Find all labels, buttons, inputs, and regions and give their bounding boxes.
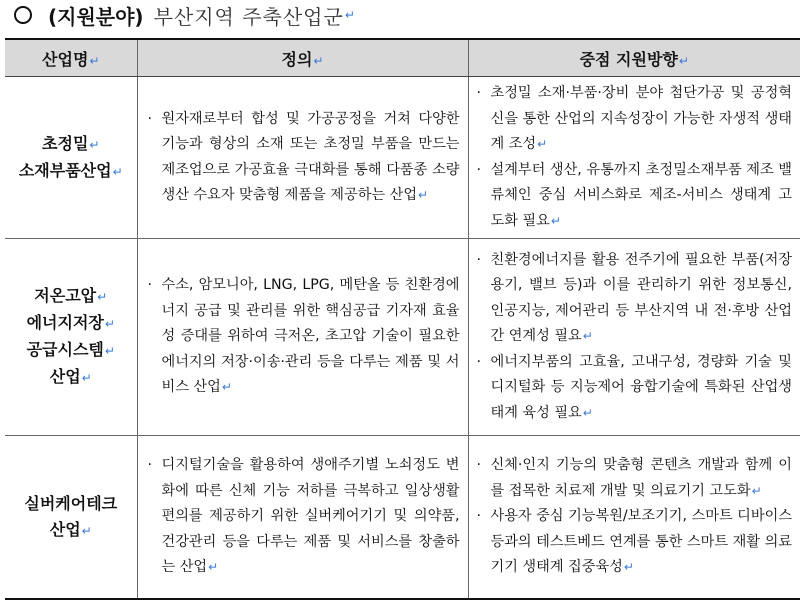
table-row: [5, 77, 800, 239]
list-item: · 설계부터 생산, 유통까지 초정밀소재부품 제조 밸류체인 중심 서비스화로 제조-서비스 생태계 고도화 필요↵: [476, 161, 792, 229]
circle-bullet-icon: [14, 6, 32, 24]
definition-cell: · 디지털기술을 활용하여 생애주기별 노쇠정도 변화에 따른 신체 기능 저하를 극복하고 일상생활 편의를 제공하기 위한 실버케어기기 및 의약품, 건강관리 등을 다루는 제품 및 서비스를 창출하는 산업↵: [137, 436, 468, 600]
industry-name-cell: 실버케어테크 산업↵: [5, 436, 137, 600]
definition-cell: · 원자재로부터 합성 및 가공공정을 거쳐 다양한 기능과 형상의 소재 또는 초정밀 부품을 만드는 제조업으로 가공효율 극대화를 통해 다품종 소량생산 수요자 맞춤형 제품을 제공하는 산업↵: [137, 77, 468, 239]
header-definition: 정의↵: [137, 39, 468, 77]
industry-name-cell: 저온고압↵ 에너지저장↵ 공급시스템↵ 산업↵: [5, 239, 137, 436]
table-row: [5, 436, 800, 600]
list-item: · 신체·인지 기능의 맞춤형 콘텐츠 개발과 함께 이를 접목한 치료제 개발 및 의료기기 고도화↵: [476, 457, 792, 499]
section-heading: [14, 0, 355, 30]
paragraph-mark-icon: ↵: [344, 8, 355, 22]
list-item: · 친환경에너지를 활용 전주기에 필요한 부품(저장용기, 밸브 등)과 이를 관리하기 위한 정보통신, 인공지능, 제어관리 등 부산지역 내 전·후방 산업간 연계성 필요↵: [476, 251, 792, 345]
header-support-direction: 중점 지원방향↵: [468, 39, 800, 77]
list-item: · 초정밀 소재·부품·장비 분야 첨단가공 및 공정혁신을 통한 산업의 지속성장이 가능한 자생적 생태계 조성↵: [476, 85, 792, 152]
list-item: · 에너지부품의 고효율, 고내구성, 경량화 기술 및 디지털화 등 지능제어 융합기술에 특화된 산업생태계 육성 필요↵: [476, 353, 792, 421]
list-item: · 사용자 중심 기능복원/보조기기, 스마트 디바이스 등과의 테스트베드 연계를 통한 스마트 재활 의료기기 생태계 집중육성↵: [476, 508, 792, 576]
table-row: [5, 239, 800, 436]
direction-cell: [468, 239, 800, 436]
definition-cell: · 수소, 암모니아, LNG, LPG, 메탄올 등 친환경에너지 공급 및 관리를 위한 핵심공급 기자재 효율성 증대를 위하여 극저온, 초고압 기술이 필요한 에너지의 저장·이송·관리 등을 다루는 제품 및 서비스 산업↵: [137, 239, 468, 436]
heading-title: 부산지역 주축산업군: [153, 4, 344, 29]
industry-table: [5, 38, 800, 600]
header-industry-name: 산업명↵: [5, 39, 137, 77]
direction-cell: [468, 77, 800, 239]
industry-name-cell: 초정밀↵ 소재부품산업↵: [5, 77, 137, 239]
direction-cell: [468, 436, 800, 600]
table-header-row: [5, 39, 800, 77]
heading-tag: (지원분야): [48, 4, 144, 29]
